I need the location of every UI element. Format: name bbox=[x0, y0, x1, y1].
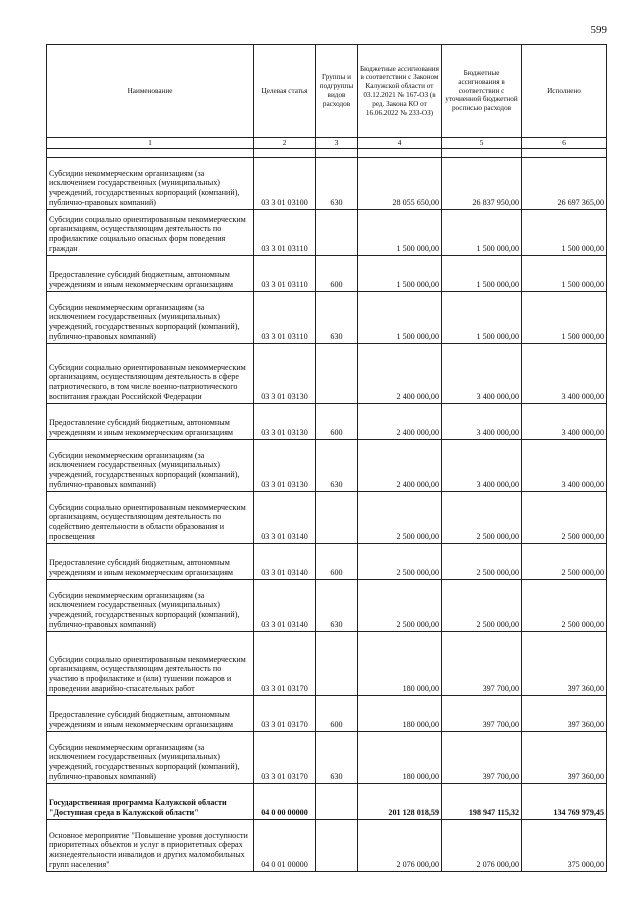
column-number-row bbox=[47, 138, 607, 149]
table-row bbox=[47, 820, 607, 872]
row-expense-group bbox=[316, 632, 358, 696]
row-budget-law: 2 500 000,00 bbox=[358, 580, 442, 632]
row-executed: 1 500 000,00 bbox=[522, 210, 607, 256]
table-row bbox=[47, 544, 607, 580]
row-name: Субсидии некоммерческим организациям (за исключением государственных (муниципальных) учреждений, государственных корпораций (компаний), публично-правовых компаний) bbox=[47, 732, 254, 784]
row-target-code: 03 3 01 03110 bbox=[254, 256, 316, 292]
row-budget-refined: 3 400 000,00 bbox=[442, 440, 522, 492]
row-budget-refined: 2 500 000,00 bbox=[442, 544, 522, 580]
row-target-code: 03 3 01 03170 bbox=[254, 696, 316, 732]
row-budget-law: 2 076 000,00 bbox=[358, 820, 442, 872]
row-name: Предоставление субсидий бюджетным, автономным учреждениям и иным некоммерческим организациям bbox=[47, 544, 254, 580]
row-executed: 1 500 000,00 bbox=[522, 256, 607, 292]
table-body bbox=[47, 149, 607, 872]
table-row bbox=[47, 344, 607, 404]
row-name: Субсидии некоммерческим организациям (за исключением государственных (муниципальных) учреждений, государственных корпораций (компаний), публично-правовых компаний) bbox=[47, 292, 254, 344]
table-row bbox=[47, 256, 607, 292]
row-budget-law: 180 000,00 bbox=[358, 632, 442, 696]
row-expense-group: 630 bbox=[316, 732, 358, 784]
row-expense-group bbox=[316, 820, 358, 872]
column-number: 1 bbox=[47, 138, 254, 149]
row-budget-refined: 1 500 000,00 bbox=[442, 210, 522, 256]
row-target-code: 04 0 00 00000 bbox=[254, 784, 316, 820]
row-executed: 397 360,00 bbox=[522, 632, 607, 696]
row-budget-refined: 2 076 000,00 bbox=[442, 820, 522, 872]
table-row bbox=[47, 784, 607, 820]
spacer-cell bbox=[358, 149, 442, 158]
row-executed: 397 360,00 bbox=[522, 732, 607, 784]
header-executed: Исполнено bbox=[522, 45, 607, 138]
row-executed: 3 400 000,00 bbox=[522, 344, 607, 404]
row-executed: 2 500 000,00 bbox=[522, 544, 607, 580]
header-groups: Группы и подгруппы видов расходов bbox=[316, 45, 358, 138]
header-name: Наименование bbox=[47, 45, 254, 138]
row-target-code: 03 3 01 03110 bbox=[254, 292, 316, 344]
row-budget-refined: 3 400 000,00 bbox=[442, 404, 522, 440]
row-name: Предоставление субсидий бюджетным, автономным учреждениям и иным некоммерческим организациям bbox=[47, 256, 254, 292]
row-name: Субсидии некоммерческим организациям (за исключением государственных (муниципальных) учреждений, государственных корпораций (компаний), публично-правовых компаний) bbox=[47, 440, 254, 492]
row-name: Предоставление субсидий бюджетным, автономным учреждениям и иным некоммерческим организациям bbox=[47, 404, 254, 440]
column-number: 6 bbox=[522, 138, 607, 149]
budget-table-container bbox=[46, 44, 606, 872]
table-row bbox=[47, 732, 607, 784]
row-expense-group: 630 bbox=[316, 580, 358, 632]
column-number: 2 bbox=[254, 138, 316, 149]
row-budget-law: 2 400 000,00 bbox=[358, 344, 442, 404]
row-target-code: 03 3 01 03130 bbox=[254, 344, 316, 404]
row-executed: 2 500 000,00 bbox=[522, 492, 607, 544]
row-budget-refined: 26 837 950,00 bbox=[442, 158, 522, 210]
row-target-code: 03 3 01 03170 bbox=[254, 732, 316, 784]
row-name: Субсидии социально ориентированным некоммерческим организациям, осуществляющим деятельность по содействию деятельности в области образования и просвещения bbox=[47, 492, 254, 544]
row-expense-group: 630 bbox=[316, 292, 358, 344]
row-target-code: 04 0 01 00000 bbox=[254, 820, 316, 872]
row-budget-refined: 3 400 000,00 bbox=[442, 344, 522, 404]
row-expense-group: 600 bbox=[316, 256, 358, 292]
row-expense-group: 630 bbox=[316, 440, 358, 492]
row-expense-group bbox=[316, 492, 358, 544]
row-target-code: 03 3 01 03130 bbox=[254, 440, 316, 492]
spacer-cell bbox=[522, 149, 607, 158]
row-budget-refined: 198 947 115,32 bbox=[442, 784, 522, 820]
table-row bbox=[47, 210, 607, 256]
spacer-cell bbox=[316, 149, 358, 158]
row-budget-refined: 1 500 000,00 bbox=[442, 292, 522, 344]
table-row bbox=[47, 440, 607, 492]
page-number: 599 bbox=[590, 24, 607, 36]
row-executed: 26 697 365,00 bbox=[522, 158, 607, 210]
row-expense-group bbox=[316, 784, 358, 820]
column-number: 3 bbox=[316, 138, 358, 149]
row-budget-refined: 2 500 000,00 bbox=[442, 492, 522, 544]
row-budget-law: 1 500 000,00 bbox=[358, 292, 442, 344]
row-expense-group: 630 bbox=[316, 158, 358, 210]
row-budget-law: 2 400 000,00 bbox=[358, 404, 442, 440]
column-number: 4 bbox=[358, 138, 442, 149]
header-row bbox=[47, 45, 607, 138]
row-budget-law: 2 500 000,00 bbox=[358, 544, 442, 580]
row-name: Субсидии социально ориентированным некоммерческим организациям, осуществляющим деятельность в сфере патриотического, в том числе военно-патриотического воспитания граждан Российской Федерации bbox=[47, 344, 254, 404]
row-name: Государственная программа Калужской области "Доступная среда в Калужской области" bbox=[47, 784, 254, 820]
row-budget-law: 1 500 000,00 bbox=[358, 210, 442, 256]
spacer-cell bbox=[442, 149, 522, 158]
spacer-cell bbox=[47, 149, 254, 158]
row-budget-law: 201 128 018,59 bbox=[358, 784, 442, 820]
row-expense-group: 600 bbox=[316, 404, 358, 440]
row-budget-law: 2 400 000,00 bbox=[358, 440, 442, 492]
row-budget-law: 2 500 000,00 bbox=[358, 492, 442, 544]
table-row bbox=[47, 696, 607, 732]
column-number: 5 bbox=[442, 138, 522, 149]
row-expense-group bbox=[316, 210, 358, 256]
table-row bbox=[47, 632, 607, 696]
row-budget-refined: 2 500 000,00 bbox=[442, 580, 522, 632]
row-target-code: 03 3 01 03110 bbox=[254, 210, 316, 256]
row-name: Предоставление субсидий бюджетным, автономным учреждениям и иным некоммерческим организациям bbox=[47, 696, 254, 732]
row-executed: 1 500 000,00 bbox=[522, 292, 607, 344]
row-budget-refined: 1 500 000,00 bbox=[442, 256, 522, 292]
row-target-code: 03 3 01 03100 bbox=[254, 158, 316, 210]
budget-table bbox=[46, 44, 607, 872]
spacer-row bbox=[47, 149, 607, 158]
row-budget-law: 180 000,00 bbox=[358, 696, 442, 732]
row-expense-group: 600 bbox=[316, 696, 358, 732]
row-executed: 375 000,00 bbox=[522, 820, 607, 872]
row-budget-law: 1 500 000,00 bbox=[358, 256, 442, 292]
row-name: Субсидии некоммерческим организациям (за исключением государственных (муниципальных) учреждений, государственных корпораций (компаний), публично-правовых компаний) bbox=[47, 580, 254, 632]
table-row bbox=[47, 404, 607, 440]
row-target-code: 03 3 01 03140 bbox=[254, 492, 316, 544]
row-budget-law: 180 000,00 bbox=[358, 732, 442, 784]
row-name: Субсидии социально ориентированным некоммерческим организациям, осуществляющим деятельность по участию в профилактике и (или) тушении пожаров и проведении аварийно-спасательных работ bbox=[47, 632, 254, 696]
row-executed: 2 500 000,00 bbox=[522, 580, 607, 632]
row-executed: 134 769 979,45 bbox=[522, 784, 607, 820]
row-budget-refined: 397 700,00 bbox=[442, 696, 522, 732]
spacer-cell bbox=[254, 149, 316, 158]
header-budget-refined: Бюджетные ассигнования в соответствии с уточненной бюджетной росписью расходов bbox=[442, 45, 522, 138]
row-expense-group bbox=[316, 344, 358, 404]
row-executed: 3 400 000,00 bbox=[522, 404, 607, 440]
row-expense-group: 600 bbox=[316, 544, 358, 580]
row-budget-refined: 397 700,00 bbox=[442, 732, 522, 784]
row-name: Субсидии социально ориентированным некоммерческим организациям, осуществляющим деятельность по профилактике социально опасных форм поведения граждан bbox=[47, 210, 254, 256]
row-name: Основное мероприятие "Повышение уровня доступности приоритетных объектов и услуг в приоритетных сферах жизнедеятельности инвалидов и других маломобильных групп населения" bbox=[47, 820, 254, 872]
row-target-code: 03 3 01 03170 bbox=[254, 632, 316, 696]
row-target-code: 03 3 01 03140 bbox=[254, 580, 316, 632]
row-budget-law: 28 055 650,00 bbox=[358, 158, 442, 210]
row-executed: 397 360,00 bbox=[522, 696, 607, 732]
row-budget-refined: 397 700,00 bbox=[442, 632, 522, 696]
header-code: Целевая статья bbox=[254, 45, 316, 138]
row-executed: 3 400 000,00 bbox=[522, 440, 607, 492]
table-row bbox=[47, 492, 607, 544]
row-target-code: 03 3 01 03140 bbox=[254, 544, 316, 580]
header-budget-law: Бюджетные ассигнования в соответствии с Законом Калужской области от 03.12.2021 № 167-ОЗ (в ред. Закона КО от 16.06.2022 № 233-ОЗ) bbox=[358, 45, 442, 138]
table-row bbox=[47, 292, 607, 344]
table-row bbox=[47, 158, 607, 210]
table-row bbox=[47, 580, 607, 632]
row-name: Субсидии некоммерческим организациям (за исключением государственных (муниципальных) учреждений, государственных корпораций (компаний), публично-правовых компаний) bbox=[47, 158, 254, 210]
row-target-code: 03 3 01 03130 bbox=[254, 404, 316, 440]
